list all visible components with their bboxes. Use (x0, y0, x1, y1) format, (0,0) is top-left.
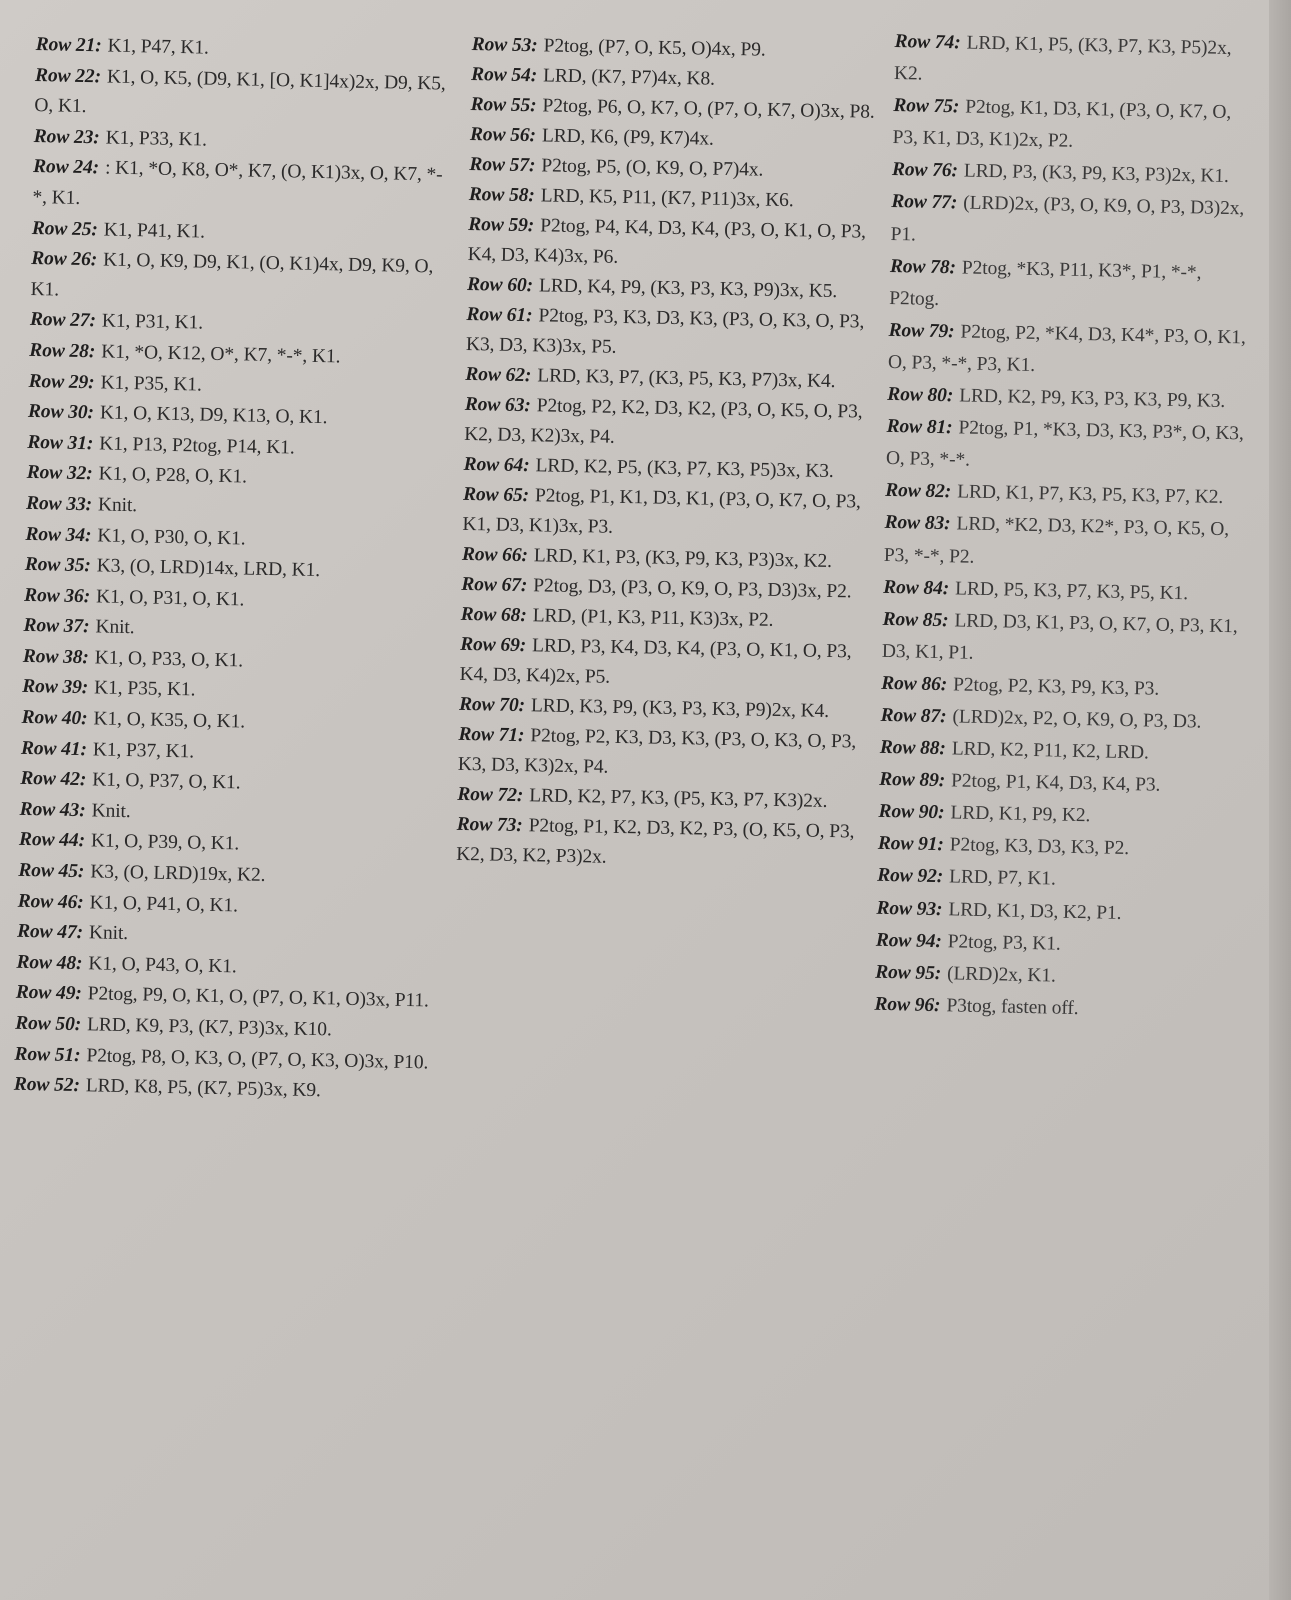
row-instructions: P2tog, P1, K1, D3, K1, (P3, O, K7, O, P3, K1, D3, K1)3x, P3. (462, 485, 861, 538)
row-instructions: P2tog, P5, (O, K9, O, P7)4x. (541, 155, 764, 181)
row-instructions: P2tog, *K3, P11, K3*, P1, *-*, P2tog. (889, 257, 1202, 310)
row-label: Row 21: (35, 33, 102, 57)
row-label: Row 32: (26, 462, 93, 485)
row-label: Row 41: (20, 737, 88, 760)
row-instructions: K1, P35, K1. (100, 371, 202, 396)
pattern-row (34, 61, 455, 131)
row-label: Row 34: (25, 523, 92, 546)
row-instructions: P2tog, P8, O, K3, O, (P7, O, K3, O)3x, P10. (86, 1044, 429, 1074)
row-label: Row 87: (880, 704, 947, 728)
row-label: Row 83: (884, 512, 951, 535)
row-label: Row 24: (32, 156, 100, 179)
row-instructions: LRD, (P1, K3, P11, K3)3x, P2. (532, 605, 774, 631)
row-instructions: P2tog, P2, K2, D3, K2, (P3, O, K5, O, P3, K2, D3, K2)3x, P4. (464, 395, 863, 448)
row-instructions: P2tog, P3, K1. (947, 930, 1061, 955)
row-label: Row 39: (22, 676, 89, 699)
pattern-column-1 (14, 30, 456, 1109)
row-instructions: K1, O, P31, O, K1. (95, 586, 245, 611)
row-instructions: LRD, K2, P11, K2, LRD. (951, 738, 1149, 764)
row-label: Row 27: (29, 309, 97, 332)
row-label: Row 38: (22, 645, 90, 669)
row-label: Row 60: (466, 273, 534, 297)
row-label: Row 51: (14, 1043, 81, 1066)
row-label: Row 86: (881, 672, 948, 696)
row-instructions: P2tog, K1, D3, K1, (P3, O, K7, O, P3, K1, D3, K1)2x, P2. (892, 96, 1232, 153)
row-label: Row 68: (460, 603, 527, 627)
pattern-row (892, 90, 1253, 162)
row-label: Row 75: (893, 95, 960, 118)
row-instructions: LRD, K1, D3, K2, P1. (948, 898, 1122, 924)
row-instructions: P2tog, P2, K3, P9, K3, P3. (952, 674, 1160, 700)
row-instructions: LRD, (K7, P7)4x, K8. (542, 65, 716, 90)
row-instructions: K1, P33, K1. (105, 127, 208, 151)
pattern-row (882, 604, 1243, 676)
row-label: Row 77: (891, 191, 958, 214)
pattern-row (466, 300, 877, 368)
row-instructions: Knit. (97, 494, 138, 517)
pattern-row (888, 315, 1249, 387)
row-label: Row 47: (16, 921, 84, 944)
pattern-row (456, 810, 867, 878)
row-instructions: (LRD)2x, K1. (946, 963, 1057, 987)
row-instructions: P2tog, P1, *K3, D3, K3, P3*, O, K3, O, P3, *-*. (885, 417, 1244, 471)
row-instructions: P2tog, P1, K2, D3, K2, P3, (O, K5, O, P3, K2, D3, K2, P3)2x. (455, 815, 855, 868)
row-label: Row 44: (18, 829, 86, 852)
row-label: Row 48: (16, 951, 83, 974)
row-instructions: LRD, P3, (K3, P9, K3, P3)2x, K1. (963, 160, 1230, 188)
row-label: Row 31: (27, 431, 94, 455)
row-label: Row 91: (877, 833, 945, 856)
row-label: Row 78: (889, 255, 957, 278)
row-instructions: P2tog, P4, K4, D3, K4, (P3, O, K1, O, P3, K4, D3, K4)3x, P6. (467, 215, 867, 268)
pattern-column-2 (456, 30, 882, 878)
row-instructions: K1, O, P28, O, K1. (98, 463, 248, 488)
row-instructions: LRD, K2, P7, K3, (P5, K3, P7, K3)2x. (529, 785, 828, 812)
row-label: Row 22: (34, 64, 102, 87)
row-label: Row 36: (23, 584, 91, 607)
row-label: Row 62: (465, 363, 532, 387)
row-instructions: P2tog, P3, K3, D3, K3, (P3, O, K3, O, P3, K3, D3, K3)3x, P5. (465, 305, 865, 358)
row-instructions: LRD, K4, P9, (K3, P3, K3, P9)3x, K5. (538, 275, 838, 303)
row-label: Row 53: (471, 33, 538, 57)
row-instructions: K1, P35, K1. (93, 677, 196, 701)
row-instructions: Knit. (88, 922, 129, 945)
row-instructions: K1, P41, K1. (103, 219, 206, 243)
row-instructions: LRD, K1, P3, (K3, P9, K3, P3)3x, K2. (533, 545, 833, 573)
pattern-row (467, 210, 878, 278)
row-label: Row 56: (469, 123, 537, 147)
row-label: Row 30: (27, 401, 95, 424)
row-label: Row 29: (28, 370, 95, 393)
row-instructions: K1, O, P33, O, K1. (94, 647, 244, 672)
row-instructions: Knit. (91, 800, 131, 822)
row-label: Row 42: (20, 768, 87, 791)
row-label: Row 43: (19, 798, 86, 822)
row-instructions: K3, (O, LRD)19x, K2. (90, 861, 266, 887)
row-label: Row 94: (875, 929, 942, 952)
row-label: Row 37: (23, 615, 90, 638)
row-label: Row 67: (461, 573, 528, 597)
row-instructions: K1, O, P43, O, K1. (88, 953, 237, 978)
pattern-row (889, 251, 1250, 323)
row-instructions: LRD, K8, P5, (K7, P5)3x, K9. (85, 1075, 322, 1102)
row-instructions: P2tog, P1, K4, D3, K4, P3. (950, 770, 1161, 796)
row-label: Row 64: (463, 453, 530, 477)
row-label: Row 74: (894, 30, 961, 54)
row-label: Row 81: (886, 416, 953, 439)
pattern-row (874, 989, 1235, 1029)
row-instructions: LRD, K3, P9, (K3, P3, K3, P9)2x, K4. (530, 695, 830, 722)
pattern-row (464, 390, 875, 458)
row-label: Row 70: (458, 693, 526, 717)
row-label: Row 33: (25, 492, 93, 516)
row-label: Row 26: (30, 248, 98, 271)
row-instructions: Knit. (95, 616, 135, 639)
row-instructions: K1, P31, K1. (101, 310, 204, 334)
row-instructions: LRD, K2, P9, K3, P3, K3, P9, K3. (958, 385, 1226, 413)
row-instructions: LRD, K2, P5, (K3, P7, K3, P5)3x, K3. (535, 455, 834, 483)
row-label: Row 52: (13, 1073, 81, 1097)
row-label: Row 55: (470, 93, 537, 117)
row-instructions: K1, O, P41, O, K1. (89, 891, 239, 917)
row-instructions: K1, O, K13, D9, K13, O, K1. (99, 402, 328, 429)
row-label: Row 88: (879, 736, 947, 760)
row-label: Row 96: (874, 993, 941, 1016)
row-label: Row 73: (456, 813, 523, 837)
row-instructions: LRD, *K2, D3, K2*, P3, O, K5, O, P3, *-*, P2. (883, 513, 1230, 568)
row-instructions: K3, (O, LRD)14x, LRD, K1. (96, 555, 321, 582)
row-label: Row 95: (874, 961, 942, 984)
row-label: Row 72: (457, 783, 524, 807)
row-instructions: K1, O, P37, O, K1. (92, 769, 241, 794)
row-instructions: LRD, P7, K1. (948, 866, 1056, 890)
row-label: Row 69: (460, 633, 527, 657)
row-label: Row 35: (24, 553, 91, 577)
row-label: Row 49: (15, 982, 82, 1005)
row-label: Row 54: (470, 63, 538, 87)
row-instructions: K1, P47, K1. (107, 35, 210, 59)
row-label: Row 82: (885, 480, 952, 503)
row-instructions: LRD, K1, P9, K2. (950, 802, 1091, 827)
row-label: Row 89: (878, 768, 946, 792)
row-label: Row 92: (876, 865, 944, 888)
row-label: Row 76: (891, 159, 959, 182)
row-instructions: K1, O, K5, (D9, K1, [O, K1]4x)2x, D9, K5, O, K1. (34, 66, 446, 118)
page-edge (1269, 0, 1291, 1600)
row-label: Row 65: (462, 483, 530, 507)
row-label: Row 84: (883, 576, 950, 599)
row-instructions: LRD, K5, P11, (K7, P11)3x, K6. (540, 185, 794, 212)
row-instructions: P2tog, (P7, O, K5, O)4x, P9. (543, 35, 766, 61)
pattern-row (890, 186, 1251, 258)
row-instructions: K1, O, P39, O, K1. (90, 830, 240, 855)
row-label: Row 45: (18, 859, 85, 883)
row-label: Row 57: (469, 153, 536, 177)
row-instructions: P3tog, fasten off. (946, 995, 1079, 1019)
pattern-row (886, 411, 1247, 483)
row-label: Row 85: (882, 608, 949, 631)
row-label: Row 66: (461, 543, 529, 567)
pattern-row (884, 507, 1245, 579)
row-label: Row 23: (33, 125, 100, 149)
row-label: Row 63: (464, 393, 531, 417)
row-label: Row 80: (887, 383, 954, 407)
row-instructions: (LRD)2x, P2, O, K9, O, P3, D3. (952, 706, 1202, 733)
row-instructions: LRD, K1, P5, (K3, P7, K3, P5)2x, K2. (893, 32, 1232, 85)
pattern-row (458, 720, 869, 788)
row-instructions: LRD, P3, K4, D3, K4, (P3, O, K1, O, P3, K4, D3, K4)2x, P5. (459, 635, 852, 688)
row-label: Row 46: (17, 890, 84, 913)
row-instructions: P2tog, P2, *K4, D3, K4*, P3, O, K1, O, P3, *-*, P3, K1. (887, 321, 1246, 376)
row-instructions: P2tog, P6, O, K7, O, (P7, O, K7, O)3x, P8. (542, 95, 875, 123)
row-instructions: LRD, P5, K3, P7, K3, P5, K1. (954, 577, 1189, 604)
pattern-row (459, 630, 870, 698)
row-instructions: P2tog, P2, K3, D3, K3, (P3, O, K3, O, P3, K3, D3, K3)2x, P4. (457, 725, 857, 778)
row-label: Row 28: (29, 339, 96, 363)
row-instructions: LRD, D3, K1, P3, O, K7, O, P3, K1, D3, K1, P1. (881, 610, 1238, 664)
pattern-row (894, 26, 1255, 98)
pattern-column-3 (874, 26, 1255, 1028)
row-instructions: K1, O, K9, D9, K1, (O, K1)4x, D9, K9, O, K1. (30, 249, 434, 301)
row-label: Row 93: (876, 897, 943, 920)
pattern-row (30, 244, 451, 314)
row-label: Row 59: (468, 213, 535, 237)
row-label: Row 61: (466, 303, 533, 327)
row-instructions: LRD, K1, P7, K3, P5, K3, P7, K2. (956, 481, 1224, 509)
row-label: Row 58: (468, 183, 535, 207)
row-instructions: P2tog, D3, (P3, O, K9, O, P3, D3)3x, P2. (533, 575, 852, 603)
row-label: Row 71: (458, 723, 525, 747)
row-label: Row 40: (21, 706, 88, 730)
row-label: Row 79: (888, 319, 955, 343)
row-instructions: : K1, *O, K8, O*, K7, (O, K1)3x, O, K7, *-*, K1. (32, 157, 443, 209)
row-instructions: K1, P37, K1. (92, 739, 195, 763)
pattern-row (462, 480, 873, 548)
row-instructions: (LRD)2x, (P3, O, K9, O, P3, D3)2x, P1. (890, 192, 1245, 246)
row-instructions: K1, *O, K12, O*, K7, *-*, K1. (100, 341, 341, 368)
row-instructions: LRD, K9, P3, (K7, P3)3x, K10. (86, 1014, 332, 1041)
row-instructions: LRD, K3, P7, (K3, P5, K3, P7)3x, K4. (537, 365, 836, 393)
pattern-row (32, 152, 453, 222)
row-instructions: K1, P13, P2tog, P14, K1. (99, 433, 295, 459)
row-instructions: P2tog, P9, O, K1, O, (P7, O, K1, O)3x, P11. (87, 983, 430, 1012)
row-label: Row 90: (878, 801, 945, 824)
row-instructions: LRD, K6, (P9, K7)4x. (541, 125, 714, 150)
row-label: Row 50: (14, 1012, 82, 1036)
row-label: Row 25: (31, 217, 98, 240)
row-instructions: K1, O, K35, O, K1. (93, 708, 246, 733)
row-instructions: P2tog, K3, D3, K3, P2. (949, 834, 1130, 860)
row-instructions: K1, O, P30, O, K1. (97, 524, 246, 549)
